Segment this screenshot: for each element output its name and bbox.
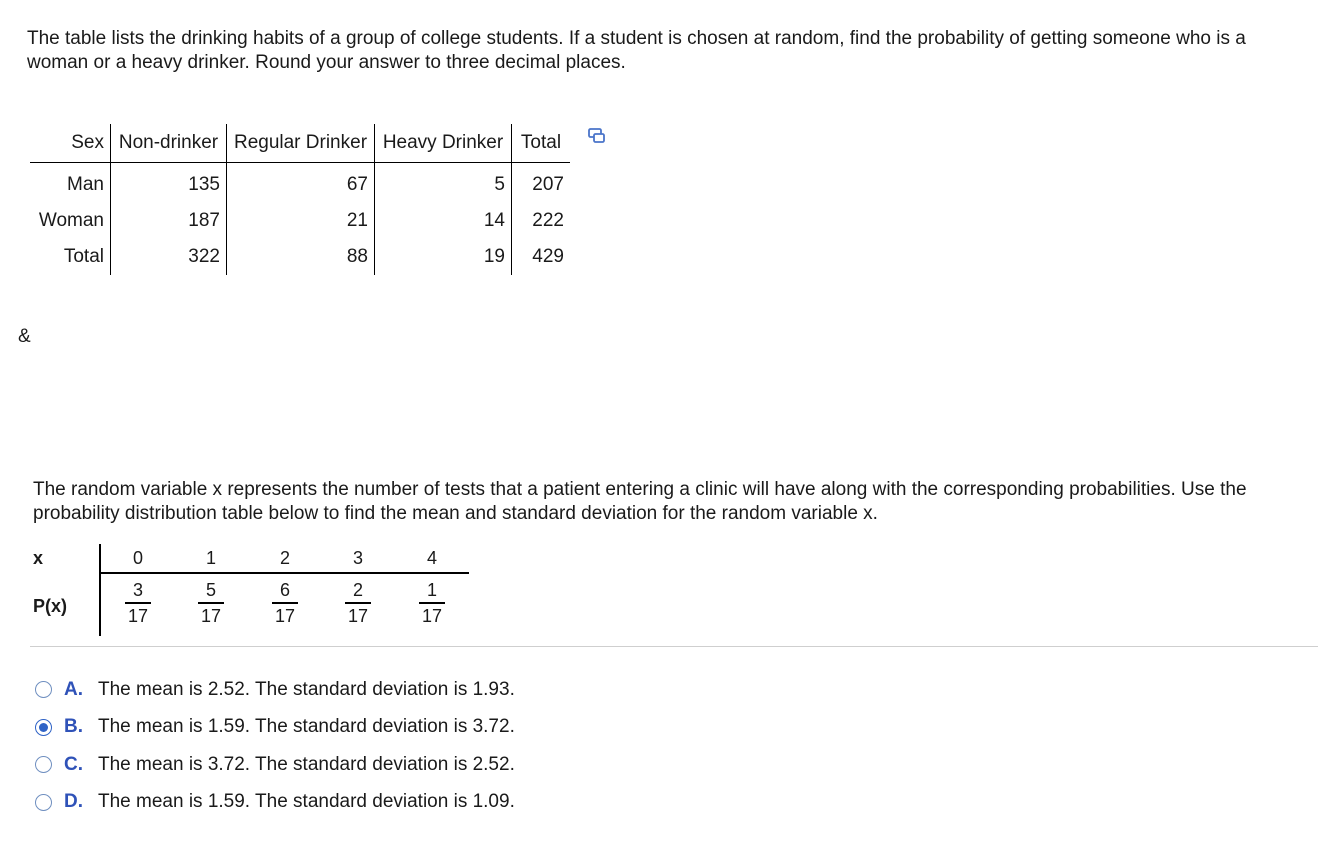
denominator: 17 bbox=[127, 605, 149, 626]
radio-button[interactable] bbox=[35, 681, 52, 698]
question-1-text bbox=[27, 27, 1307, 75]
choice-letter: B. bbox=[64, 716, 83, 738]
table-cell: 21 bbox=[227, 203, 375, 239]
fraction-bar bbox=[345, 602, 371, 604]
header-regular-drinker: Regular Drinker bbox=[227, 124, 375, 163]
answer-choices bbox=[35, 671, 515, 821]
section-divider bbox=[30, 646, 1318, 647]
table-cell: 14 bbox=[375, 203, 512, 239]
choice-a[interactable] bbox=[35, 671, 515, 709]
table-cell: 19 bbox=[375, 239, 512, 275]
probability-distribution-table bbox=[33, 544, 473, 636]
choice-letter: A. bbox=[64, 678, 83, 700]
table-header-row bbox=[30, 124, 570, 163]
choice-b[interactable] bbox=[35, 709, 515, 747]
probability-fraction bbox=[123, 580, 153, 626]
x-value: 2 bbox=[279, 548, 290, 568]
x-label: x bbox=[33, 548, 44, 568]
question-1-line-2: woman or a heavy drinker. Round your answer to three decimal places. bbox=[27, 52, 626, 73]
question-2-text bbox=[33, 478, 1313, 526]
choice-text: The mean is 2.52. The standard deviation is 1.93. bbox=[98, 678, 515, 700]
choice-text: The mean is 1.59. The standard deviation is 3.72. bbox=[98, 716, 515, 738]
separator-ampersand: & bbox=[18, 326, 31, 347]
header-non-drinker: Non-drinker bbox=[111, 124, 227, 163]
radio-button[interactable] bbox=[35, 756, 52, 773]
radio-button-selected[interactable] bbox=[35, 719, 52, 736]
table-cell: 88 bbox=[227, 239, 375, 275]
denominator: 17 bbox=[347, 605, 369, 626]
table-cell: 5 bbox=[375, 163, 512, 204]
table-cell: 207 bbox=[532, 174, 564, 195]
choice-c[interactable] bbox=[35, 746, 515, 784]
denominator: 17 bbox=[421, 605, 443, 626]
numerator: 3 bbox=[132, 580, 143, 600]
numerator: 1 bbox=[426, 580, 437, 600]
table-row bbox=[30, 239, 570, 275]
probability-fraction bbox=[270, 580, 300, 626]
radio-dot-icon bbox=[39, 723, 48, 732]
numerator: 5 bbox=[205, 580, 216, 600]
table-cell: 429 bbox=[532, 246, 564, 267]
question-2-line-1: The random variable x represents the number of tests that a patient entering a clinic will have along with the corresponding probabilities. Use the bbox=[33, 479, 1247, 500]
fraction-bar bbox=[125, 602, 151, 604]
row-label: Man bbox=[30, 163, 111, 204]
choice-d[interactable] bbox=[35, 784, 515, 822]
choice-letter: D. bbox=[64, 791, 83, 813]
x-value: 0 bbox=[132, 548, 143, 568]
denominator: 17 bbox=[200, 605, 222, 626]
table-row bbox=[30, 203, 570, 239]
row-label: Total bbox=[30, 239, 111, 275]
drinking-habits-table bbox=[30, 124, 570, 275]
radio-button[interactable] bbox=[35, 794, 52, 811]
table-horizontal-rule bbox=[99, 572, 469, 574]
fraction-bar bbox=[419, 602, 445, 604]
numerator: 6 bbox=[279, 580, 290, 600]
table-cell: 222 bbox=[532, 210, 564, 231]
question-2-line-2: probability distribution table below to find the mean and standard deviation for the random variable x. bbox=[33, 503, 878, 524]
x-value: 1 bbox=[205, 548, 216, 568]
choice-text: The mean is 1.59. The standard deviation is 1.09. bbox=[98, 791, 515, 813]
table-cell: 135 bbox=[111, 163, 227, 204]
probability-fraction bbox=[343, 580, 373, 626]
numerator: 2 bbox=[352, 580, 363, 600]
x-value: 3 bbox=[352, 548, 363, 568]
copy-icon[interactable] bbox=[588, 128, 606, 144]
fraction-bar bbox=[272, 602, 298, 604]
question-1-line-1: The table lists the drinking habits of a group of college students. If a student is chosen at random, find the probability of getting someone who is a bbox=[27, 28, 1246, 49]
table-vertical-rule bbox=[99, 544, 101, 636]
choice-text: The mean is 3.72. The standard deviation is 2.52. bbox=[98, 753, 515, 775]
table-row bbox=[30, 163, 570, 204]
px-label: P(x) bbox=[33, 596, 68, 616]
header-sex: Sex bbox=[30, 124, 111, 163]
table-cell: 322 bbox=[111, 239, 227, 275]
probability-fraction bbox=[196, 580, 226, 626]
row-label: Woman bbox=[30, 203, 111, 239]
header-total: Total bbox=[512, 124, 571, 163]
x-value: 4 bbox=[426, 548, 437, 568]
denominator: 17 bbox=[274, 605, 296, 626]
probability-fraction bbox=[417, 580, 447, 626]
table-cell: 187 bbox=[111, 203, 227, 239]
choice-letter: C. bbox=[64, 753, 83, 775]
fraction-bar bbox=[198, 602, 224, 604]
header-heavy-drinker: Heavy Drinker bbox=[375, 124, 512, 163]
table-cell: 67 bbox=[227, 163, 375, 204]
